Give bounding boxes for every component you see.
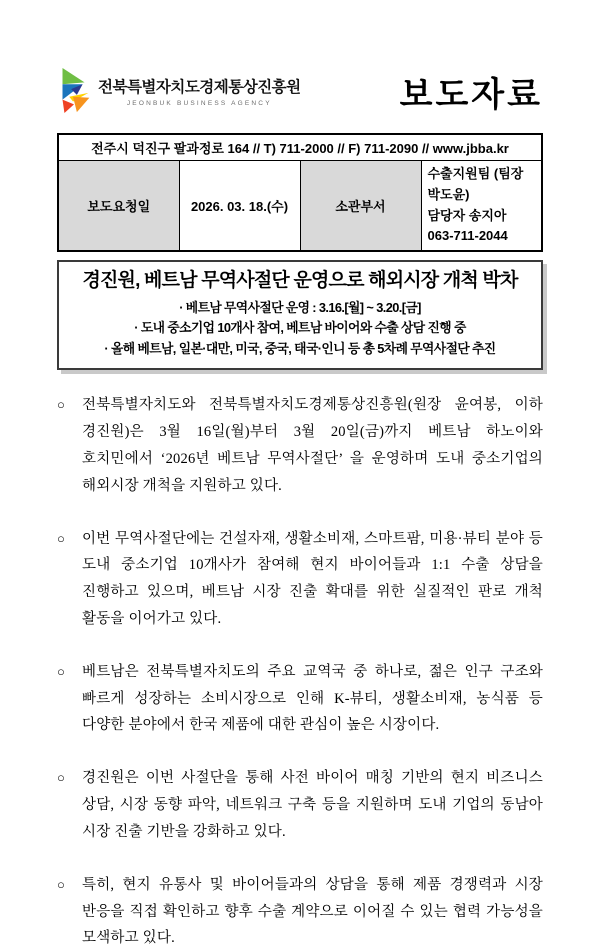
table-row [58,134,542,161]
paragraph-marker: ○ [57,663,66,679]
paragraph-marker: ○ [57,770,66,786]
agency-logo [57,64,301,114]
body-paragraph [57,872,543,952]
body-paragraph [57,526,543,633]
page-header [57,64,543,126]
department-contact [421,161,542,252]
doc-type-title: 보도자료 [399,76,543,114]
paragraph-marker: ○ [57,876,66,892]
agency-name-english: JEONBUK BUSINESS AGENCY [126,100,272,107]
press-release-body [57,392,543,952]
headline-bullet: · 도내 중소기업 10개사 참여, 베트남 바이어와 수출 상담 진행 중 [134,320,466,336]
press-info-table [57,133,543,252]
paragraph-text: 베트남은 전북특별자치도의 주요 교역국 중 하나로, 젊은 인구 구조와 빠르게 성장하는 소비시장으로 인해 K-뷰티, 생활소비재, 농식품 등 다양한 분야에서 한국 제품에 대한 관심이 높은 시장이다. [82,663,543,734]
headline-bullets [63,298,537,359]
paragraph-text: 특히, 현지 유통사 및 바이어들과의 상담을 통해 제품 경쟁력과 시장 반응을 직접 확인하고 향후 수출 계약으로 이어질 수 있는 협력 가능성을 모색하고 있다. [82,876,543,947]
department-person: 담당자 송지아 063-711-2044 [427,207,508,244]
agency-logo-text [98,75,301,107]
paragraph-marker: ○ [57,397,66,413]
request-date-label: 보도요청일 [58,161,179,252]
paragraph-text: 전북특별자치도와 전북특별자치도경제통상진흥원(원장 윤여봉, 이하 경진원)은 3월 16일(월)부터 3월 20일(금)까지 베트남 하노이와 호치민에서 ‘2026년 베트남 무역사절단’ 을 운영하며 도내 중소기업의 해외시장 개척을 지원하고 있다. [82,397,543,494]
table-row [58,161,542,252]
department-team: 수출지원팀 (팀장 박도윤) [427,166,524,202]
headline-bullet: · 베트남 무역사절단 운영 : 3.16.[월] ~ 3.20.[금] [179,299,421,315]
body-paragraph [57,392,543,499]
agency-address: 전주시 덕진구 팔과정로 164 // T) 711-2000 // F) 711-2090 // www.jbba.kr [58,134,542,161]
body-paragraph [57,765,543,845]
headline-title: 경진원, 베트남 무역사절단 운영으로 해외시장 개척 박차 [82,270,518,292]
headline-bullet: · 올해 베트남, 일본·대만, 미국, 중국, 태국·인니 등 총 5차례 무역사절단 추진 [104,340,496,356]
department-label: 소관부서 [300,161,421,252]
headline-box [57,260,543,370]
agency-name: 전북특별자치도경제통상진흥원 [98,79,301,96]
body-paragraph [57,659,543,739]
request-date-value: 2026. 03. 18.(수) [179,161,300,252]
paragraph-text: 경진원은 이번 사절단을 통해 사전 바이어 매칭 기반의 현지 비즈니스 상담, 시장 동향 파악, 네트워크 구축 등을 지원하며 도내 기업의 동남아 시장 진출 기반을 강화하고 있다. [82,770,543,840]
paragraph-marker: ○ [57,530,66,546]
agency-logo-icon [57,68,91,114]
paragraph-text: 이번 무역사절단에는 건설자재, 생활소비재, 스마트팜, 미용·뷰티 분야 등 도내 중소기업 10개사가 참여해 현지 바이어들과 1:1 수출 상담을 진행하고 있으며, 베트남 시장 진출 확대를 위한 실질적인 판로 개척 활동을 이어가고 있다. [82,530,543,628]
